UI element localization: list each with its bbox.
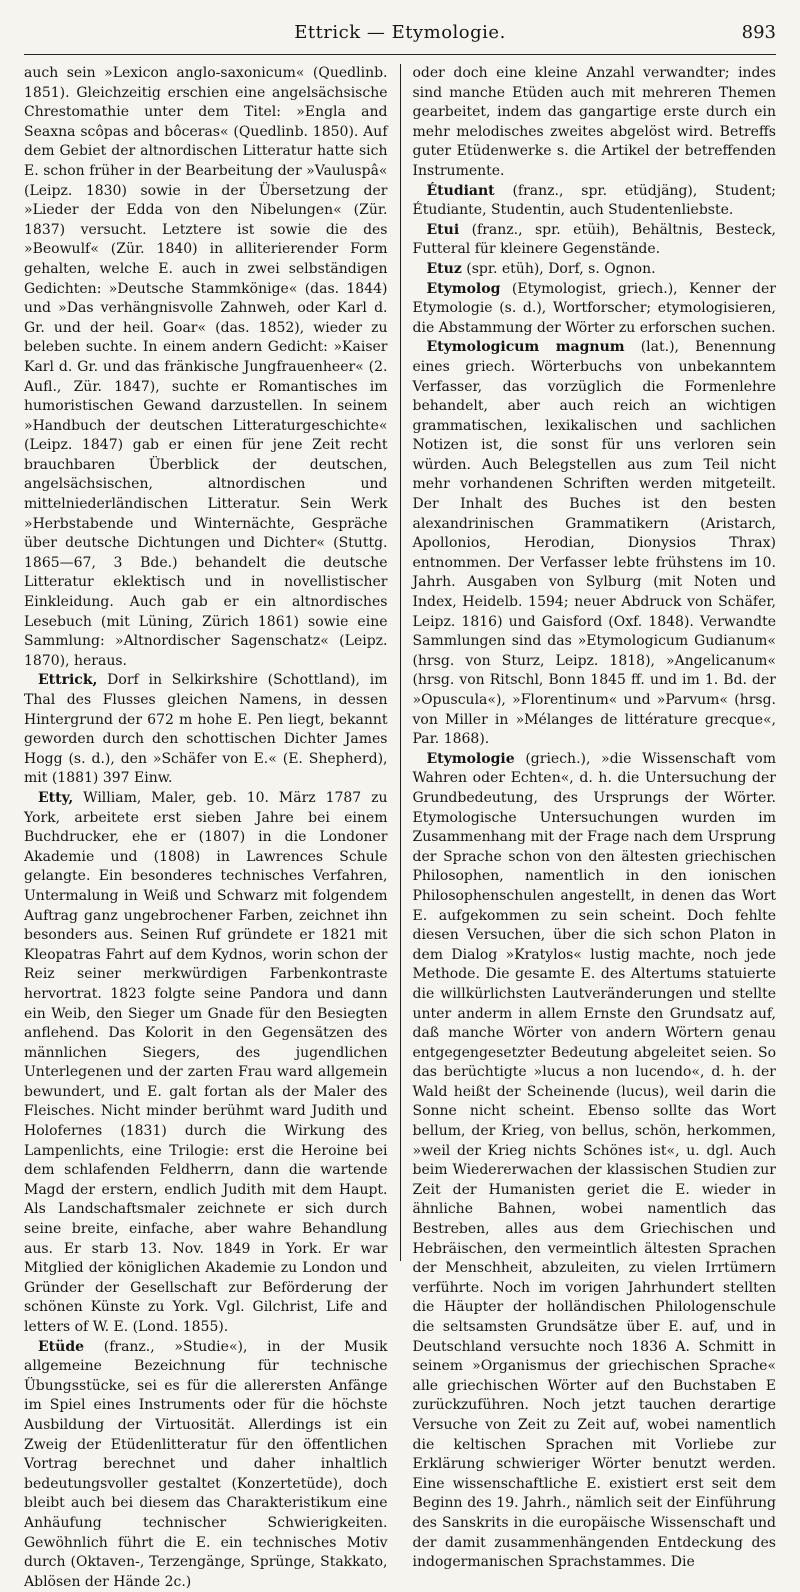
- entry-text: auch sein »Lexicon anglo-saxonicum« (Quedlinb. 1851). Gleichzeitig erschien eine angelsächsische Chrestomathie unter dem Titel: »Engla and Seaxna scôpas and bôceras« (Quedlinb. 1850). Auf dem Gebiet der altnordischen Litteratur hatte sich E. schon früher in der Bearbeitung der »Vauluspâ« (Leipz. 1830) sowie in der Übersetzung der »Lieder der Edda von den Nibelungen« (Zür. 1837) versucht. Letztere ist sowie die des »Beowulf« (Zür. 1840) in alliterierender Form gehalten, welche E. auch in zwei selbständigen Gedichten: »Deutsche Stammkönige« (das. 1844) und »Das verhängnisvolle Zahnweh, oder Karl d. Gr. und der heil. Goar« (das. 1852), wieder zu beleben suchte. In einem andern Gedicht: »Kaiser Karl d. Gr. und das fränkische Jungfrauenheer« (2. Aufl., Zür. 1847), suchte er Romantisches im humoristischen Gewand darzustellen. In seinem »Handbuch der deutschen Litteraturgeschichte« (Leipz. 1847) gab er einen für jene Zeit recht brauchbaren Überblick der deutschen, angelsächsischen, altnordischen und mittelniederländischen Litteratur. Sein Werk »Herbstabende und Winternächte, Gespräche über deutsche Dichtungen und Dichter« (Stuttg. 1865—67, 3 Bde.) behandelt die deutsche Litteratur eklektisch und in novellistischer Einkleidung. Auch gab er ein altnordisches Lesebuch (mit Lüning, Zürich 1861) sowie eine Sammlung: »Altnordischer Sagenschatz« (Leipz. 1870), heraus.: [24, 65, 388, 669]
- right-column: [400, 64, 777, 1571]
- entry-headword: Etymologie: [426, 750, 515, 767]
- entry-text: Dorf in Selkirkshire (Schottland), im Thal des Flusses gleichen Namens, in dessen Hintergrund der 672 m hohe E. Pen liegt, bekannt geworden durch den schottischen Dichter James Hogg (s. d.), den »Schäfer von E.« (E. Shepherd), mit (1881) 397 Einw.: [24, 672, 388, 787]
- entry-paragraph: [24, 789, 388, 1338]
- entry-text: (franz., »Studie«), in der Musik allgemeine Bezeichnung für technische Übungsstücke, sei es für die allerersten Anfänge im Spiel eines Instruments oder für die höchste Ausbildung der Virtuosität. Allerdings ist ein Zweig der Etüdenlitteratur für den öffentlichen Vortrag berechnet und daher inhaltlich bedeutungsvoller gestaltet (Konzertetüde), doch bleibt auch bei diesem das Charakteristikum eine Anhäufung technischer Schwierigkeiten. Gewöhnlich führt die E. ein technisches Motiv durch (Oktaven-, Terzengänge, Sprünge, Stakkato, Ablösen der Hände 2c.): [24, 1338, 388, 1590]
- entry-text: William, Maler, geb. 10. März 1787 zu York, arbeitete erst sieben Jahre bei einem Buchdrucker, ehe er (1807) in die Londoner Akademie und (1808) in Lawrences Schule gelangte. Ein besonderes technisches Verfahren, Untermalung in Weiß und Schwarz mit folgendem Auftrag ganz ungebrochener Farben, zeichnet ihn besonders aus. Seinen Ruf gründete er 1821 mit Kleopatras Fahrt auf dem Kydnos, worin schon der Reiz seiner merkwürdigen Farbenkontraste hervortrat. 1823 folgte seine Pandora und dann ein Weib, den Sieger um Gnade für den Besiegten anflehend. Das Kolorit in den Gegensätzen des männlichen Siegers, des jugendlichen Unterlegenen und der zarten Frau ward allgemein bewundert, und E. galt fortan als der Maler des Fleisches. Nicht minder berühmt ward Judith und Holofernes (1831) durch die Wirkung des Lampenlichts, eine Trilogie: erst die Heroine bei dem schlafenden Feldherrn, dann die wartende Magd der erstern, endlich Judith mit dem Haupt. Als Landschaftsmaler zeichnete er sich durch seine breite, einfache, aber wahre Behandlung aus. Er starb 13. Nov. 1849 in York. Er war Mitglied der königlichen Akademie zu London und Gründer der Gesellschaft zur Beförderung der schönen Künste zu York. Vgl. Gilchrist, Life and letters of W. E. (Lond. 1855).: [24, 789, 388, 1335]
- entry-paragraph: [24, 1338, 388, 1592]
- page-number: 893: [741, 22, 776, 43]
- entry-headword: Etui: [426, 221, 460, 238]
- entry-paragraph: [413, 182, 777, 221]
- entry-headword: Etuz: [426, 260, 462, 277]
- entry-headword: Etymolog: [426, 280, 501, 297]
- entry-headword: Étudiant: [426, 182, 495, 199]
- entry-text: (griech.), »die Wissenschaft vom Wahren oder Echten«, d. h. die Untersuchung der Grundbedeutung, des Ursprungs der Wörter. Etymologische Untersuchungen wurden im Zusammenhang mit der Frage nach dem Ursprung der Sprache schon von den ältesten griechischen Philosophen, namentlich in den ionischen Philosophenschulen angestellt, in denen das Wort E. aufgekommen zu sein scheint. Doch fehlte diesen Versuchen, über die sich schon Platon in dem Dialog »Kratylos« lustig machte, noch jede Methode. Die gesamte E. des Altertums statuierte die willkürlichsten Lautveränderungen und stellte unter anderm in allem Ernste den Grundsatz auf, daß manche Wörter von andern Wörtern genau entgegengesetzter Bedeutung abgeleitet seien. So das berüchtigte »lucus a non lucendo«, d. h. der Wald heißt der Scheinende (lucus), weil darin die Sonne nicht scheint. Ebenso sollte das Wort bellum, der Krieg, von bellus, schön, herkommen, »weil der Krieg nichts Schönes ist«, u. dgl. Auch beim Wiedererwachen der klassischen Studien zur Zeit der Humanisten geriet die E. wieder in ähnliche Bahnen, wobei namentlich das Bestreben, alles aus dem Griechischen und Hebräischen, den vermeintlich ältesten Sprachen der Menschheit, abzuleiten, zu vielen Irrtümern verführte. Noch im vorigen Jahrhundert stellten die Häupter der holländischen Philologenschule die seltsamsten Grundsätze über E. auf, und in Deutschland versuchte noch 1836 A. Schmitt in seinem »Organismus der griechischen Sprache« alle griechischen Wörter auf den Buchstaben E zurückzuführen. Noch jetzt tauchen derartige Versuche von Zeit zu Zeit auf, wobei namentlich die keltischen Sprachen mit Vorliebe zur Erklärung schwieriger Wörter benutzt werden. Eine wissenschaftliche E. existiert erst seit dem Beginn des 19. Jahrh., nämlich seit der Einführung des Sanskrits in die europäische Wissenschaft und der damit zusammenhängenden Entdeckung des indogermanischen Sprachstammes. Die: [412, 750, 776, 1571]
- entry-paragraph: [413, 64, 777, 182]
- entry-paragraph: [413, 280, 777, 339]
- entry-headword: Ettrick,: [38, 672, 98, 689]
- entry-text: oder doch eine kleine Anzahl verwandter; indes sind manche Etüden auch mit mehreren Themen gearbeitet, indem das gangartige erste durch ein mehr melodisches zweites abgelöst wird. Betreffs guter Etüdenwerke s. die Artikel der betreffenden Instrumente.: [412, 65, 776, 179]
- entry-headword: Etymologicum magnum: [426, 339, 625, 356]
- text-columns: [24, 64, 776, 1590]
- entry-headword: Etty,: [38, 789, 74, 806]
- entry-paragraph: [24, 671, 388, 789]
- entry-paragraph: [413, 338, 777, 749]
- entry-text: (franz., spr. etüdjäng), Student; Étudiante, Studentin, auch Studentenliebste.: [412, 182, 776, 219]
- page-header: [24, 18, 776, 55]
- entry-text: (lat.), Benennung eines griech. Wörterbuchs von unbekanntem Verfasser, das vorzüglich die Formenlehre behandelt, aber auch reich an wichtigen grammatischen, lexikalischen und sachlichen Notizen ist, die sonst für uns verloren sein würden. Auch Belegstellen aus zum Teil nicht mehr vorhandenen Schriften werden mitgeteilt. Der Inhalt des Buches ist den besten alexandrinischen Grammatikern (Aristarch, Apollonios, Herodian, Dionysios Thrax) entnommen. Der Verfasser lebte frühstens im 10. Jahrh. Ausgaben von Sylburg (mit Noten und Index, Heidelb. 1594; neuer Abdruck von Schäfer, Leipz. 1816) und Gaisford (Oxf. 1848). Verwandte Sammlungen sind das »Etymologicum Gudianum« (hrsg. von Sturz, Leipz. 1818), »Angelicanum« (hrsg. von Ritschl, Bonn 1845 ff. und im 1. Bd. der »Opuscula«), »Florentinum« und »Parvum« (hrsg. von Miller in »Mélanges de littérature grecque«, Par. 1868).: [412, 339, 776, 748]
- entry-text: (Etymologist, griech.), Kenner der Etymologie (s. d.), Wortforscher; etymologisieren, die Abstammung der Wörter zu erforschen suchen.: [412, 280, 776, 336]
- entry-headword: Etüde: [38, 1338, 85, 1355]
- running-title: Ettrick — Etymologie.: [294, 22, 506, 43]
- entry-paragraph: [24, 64, 388, 671]
- left-column: [24, 64, 400, 1590]
- entry-paragraph: [413, 750, 777, 1573]
- entry-paragraph: [413, 260, 777, 280]
- entry-text: (franz., spr. etüih), Behältnis, Besteck, Futteral für kleinere Gegenstände.: [412, 221, 776, 258]
- entry-paragraph: [413, 221, 777, 260]
- entry-text: (spr. etüh), Dorf, s. Ognon.: [461, 260, 656, 277]
